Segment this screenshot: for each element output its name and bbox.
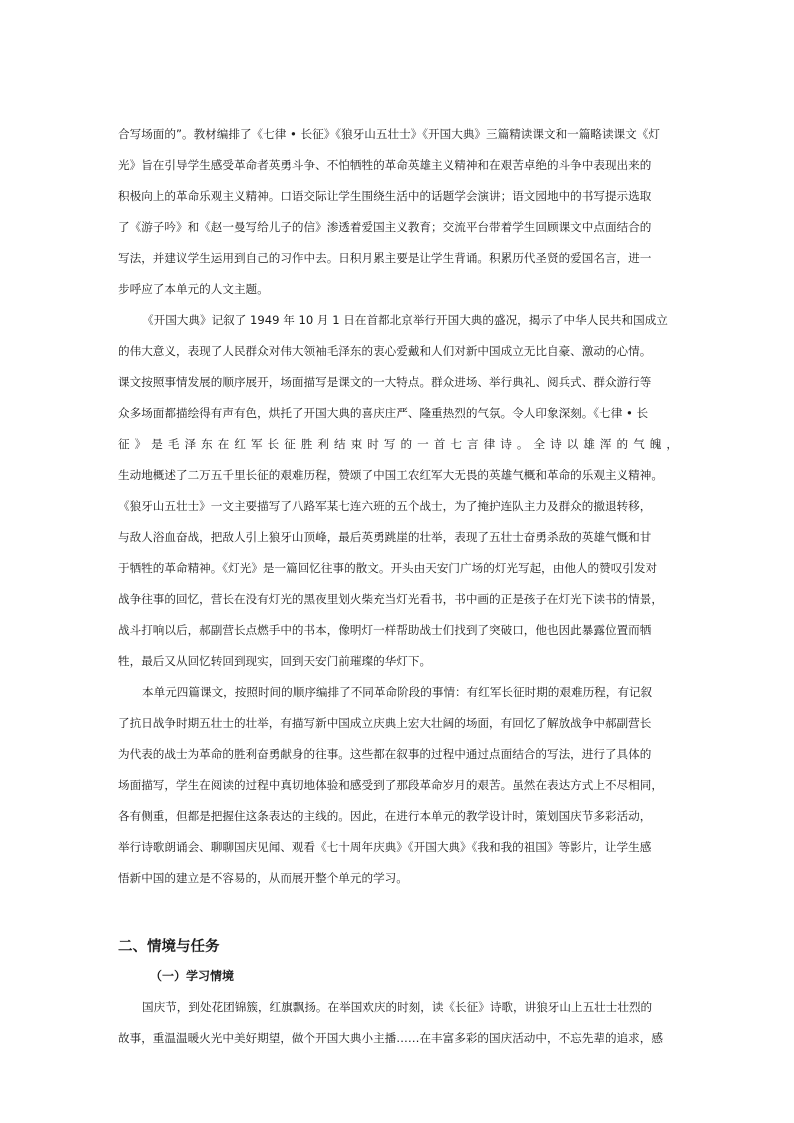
- text-line: 悟新中国的建立是不容易的，从而展开整个单元的学习。: [118, 871, 408, 885]
- text-line: 《狼牙山五壮士》一文主要描写了八路军某七连六班的五个战士，为了掩护连队主力及群众的撤退转移，: [118, 499, 652, 513]
- text-line: 《开国大典》记叙了 1949 年 10 月 1 日在首都北京举行开国大典的盛况，揭示了中华人民共和国成立: [142, 313, 668, 327]
- text-line: 的伟大意义，表现了人民群众对伟大领袖毛泽东的衷心爱戴和人们对新中国成立无比自豪、激动的心情。: [118, 344, 652, 358]
- text-line: 举行诗歌朗诵会、聊聊国庆见闻、观看《七十周年庆典》《开国大典》《我和我的祖国》等影片，让学生感: [118, 840, 652, 854]
- subsection-heading: （一）学习情境: [150, 969, 235, 983]
- text-line: 了《游子吟》和《赵一曼写给儿子的信》渗透着爱国主义教育；交流平台带着学生回顾课文中点面结合的: [118, 220, 652, 234]
- text-line: 征》是毛泽东在红军长征胜利结束时写的一首七言律诗。全诗以雄浑的气魄，: [118, 437, 678, 451]
- text-line: 各有侧重，但都是把握住这条表达的主线的。因此，在进行本单元的教学设计时，策划国庆节多彩活动，: [118, 809, 652, 823]
- text-line: 于牺牲的革命精神。《灯光》是一篇回忆往事的散文。开头由天安门广场的灯光写起，由他人的赞叹引发对: [118, 561, 658, 575]
- text-line: 战争往事的回忆，营长在没有灯光的黑夜里划火柴充当灯光看书，书中画的正是孩子在灯光下读书的情景，: [118, 592, 663, 606]
- text-line: 战斗打响以后，郝副营长点燃手中的书本，像明灯一样帮助战士们找到了突破口，他也因此暴露位置而牺: [118, 623, 652, 637]
- text-line: 了抗日战争时期五壮士的壮举，有描写新中国成立庆典上宏大壮阔的场面，有回忆了解放战争中郝副营长: [118, 716, 652, 730]
- text-line: 步呼应了本单元的人文主题。: [118, 282, 269, 296]
- text-line: 写法，并建议学生运用到自己的习作中去。日积月累主要是让学生背诵。积累历代圣贤的爱国名言，进一: [118, 251, 652, 265]
- section-heading: 二、情境与任务: [118, 939, 220, 955]
- text-line: 积极向上的革命乐观主义精神。口语交际让学生围绕生活中的话题学会演讲；语文园地中的书写提示选取: [118, 189, 652, 203]
- text-line: 本单元四篇课文，按照时间的顺序编排了不同革命阶段的事情：有红军长征时期的艰难历程，有记叙: [142, 685, 653, 699]
- text-line: 国庆节，到处花团锦簇，红旗飘扬。在举国欢庆的时刻，读《长征》诗歌，讲狼牙山上五壮士壮烈的: [142, 1000, 653, 1014]
- text-line: 合写场面的”。教材编排了《七律 • 长征》《狼牙山五壮士》《开国大典》三篇精读课文和一篇略读课文《灯: [118, 127, 660, 141]
- text-line: 生动地概述了二万五千里长征的艰难历程，赞颂了中国工农红军大无畏的英雄气概和革命的乐观主义精神。: [118, 468, 663, 482]
- text-line: 与敌人浴血奋战，把敌人引上狼牙山顶峰，最后英勇跳崖的壮举，表现了五壮士奋勇杀敌的英雄气慨和甘: [118, 530, 652, 544]
- text-line: 为代表的战士为革命的胜利奋勇献身的往事。这些都在叙事的过程中通过点面结合的写法，进行了具体的: [118, 747, 652, 761]
- text-line: 光》旨在引导学生感受革命者英勇斗争、不怕牺牲的革命英雄主义精神和在艰苦卓绝的斗争中表现出来的: [118, 158, 652, 172]
- text-line: 牲，最后又从回忆转回到现实，回到天安门前璀璨的华灯下。: [118, 654, 432, 668]
- text-line: 众多场面都描绘得有声有色，烘托了开国大典的喜庆庄严、隆重热烈的气氛。令人印象深刻。《七律 • 长: [118, 406, 649, 420]
- text-line: 故事，重温温暖火光中美好期望，做个开国大典小主播……在丰富多彩的国庆活动中，不忘先辈的追求，感: [118, 1031, 663, 1045]
- text-line: 场面描写，学生在阅读的过程中真切地体验和感受到了那段革命岁月的艰苦。虽然在表达方式上不尽相同，: [118, 778, 663, 792]
- text-line: 课文按照事情发展的顺序展开，场面描写是课文的一大特点。群众进场、举行典礼、阅兵式、群众游行等: [118, 375, 652, 389]
